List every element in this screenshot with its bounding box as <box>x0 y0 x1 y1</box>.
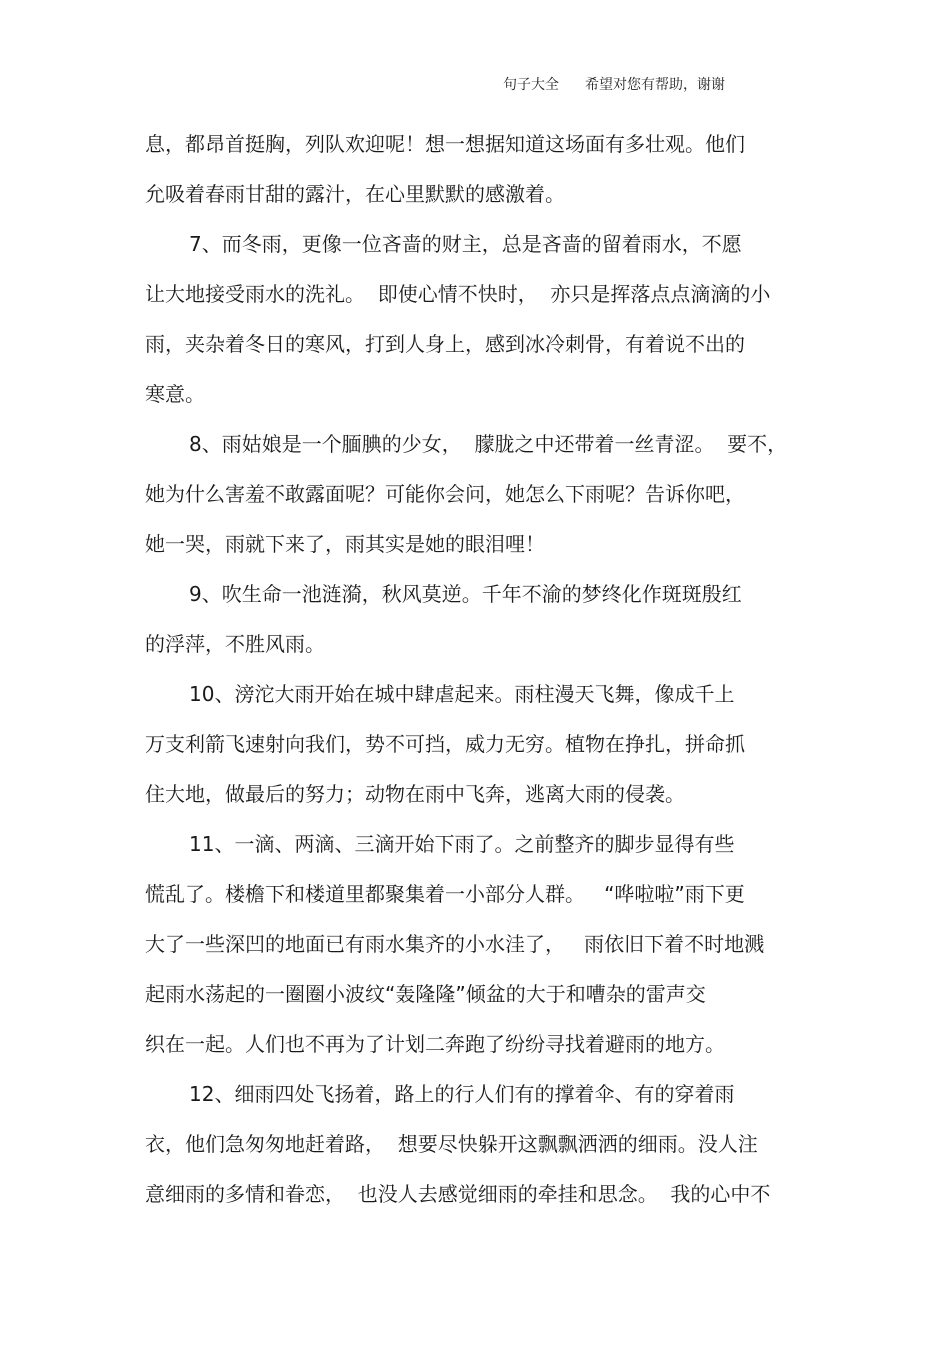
text-line: 让大地接受雨水的洗礼。 即使心情不快时， 亦只是挥落点点滴滴的小 <box>145 282 771 306</box>
paragraph-11-first-line: 11、一滴、两滴、三滴开始下雨了。之前整齐的脚步显得有些 <box>189 832 735 856</box>
text-line: 慌乱了。楼檐下和楼道里都聚集着一小部分人群。 “哗啦啦”雨下更 <box>145 882 745 906</box>
text-line: 起雨水荡起的一圈圈小波纹“轰隆隆”倾盆的大于和嘈杂的雷声交 <box>145 982 706 1006</box>
text-line: 万支利箭飞速射向我们，势不可挡，威力无穷。植物在挣扎，拼命抓 <box>145 732 745 756</box>
header-left-text: 句子大全 <box>503 77 559 93</box>
text-line: 她一哭，雨就下来了，雨其实是她的眼泪哩！ <box>145 532 545 556</box>
page-header <box>503 74 725 94</box>
text-line: 衣，他们急匆匆地赶着路， 想要尽快躲开这飘飘洒洒的细雨。没人注 <box>145 1132 758 1156</box>
text-line: 织在一起。人们也不再为了计划二奔跑了纷纷寻找着避雨的地方。 <box>145 1032 725 1056</box>
text-line: 意细雨的多情和眷恋， 也没人去感觉细雨的牵挂和思念。 我的心中不 <box>145 1182 771 1206</box>
text-line: 雨，夹杂着冬日的寒风，打到人身上，感到冰冷刺骨，有着说不出的 <box>145 332 745 356</box>
text-line: 允吸着春雨甘甜的露汁，在心里默默的感激着。 <box>145 182 565 206</box>
text-line: 的浮萍，不胜风雨。 <box>145 632 325 656</box>
paragraph-7-first-line: 7、而冬雨，更像一位吝啬的财主，总是吝啬的留着雨水，不愿 <box>189 232 742 256</box>
header-right-text: 希望对您有帮助，谢谢 <box>585 77 725 93</box>
text-line: 寒意。 <box>145 382 205 406</box>
paragraph-12-first-line: 12、细雨四处飞扬着，路上的行人们有的撑着伞、有的穿着雨 <box>189 1082 735 1106</box>
text-line: 大了一些深凹的地面已有雨水集齐的小水洼了， 雨依旧下着不时地溅 <box>145 932 765 956</box>
paragraph-10-first-line: 10、滂沱大雨开始在城中肆虐起来。雨柱漫天飞舞，像成千上 <box>189 682 735 706</box>
text-line: 她为什么害羞不敢露面呢？可能你会问，她怎么下雨呢？告诉你吧， <box>145 482 745 506</box>
text-line: 息，都昂首挺胸，列队欢迎呢！想一想据知道这场面有多壮观。他们 <box>145 132 745 156</box>
text-line: 住大地，做最后的努力；动物在雨中飞奔，逃离大雨的侵袭。 <box>145 782 685 806</box>
paragraph-9-first-line: 9、吹生命一池涟漪，秋风莫逆。千年不渝的梦终化作斑斑殷红 <box>189 582 742 606</box>
paragraph-8-first-line: 8、雨姑娘是一个腼腆的少女， 朦胧之中还带着一丝青涩。 要不， <box>189 432 788 456</box>
